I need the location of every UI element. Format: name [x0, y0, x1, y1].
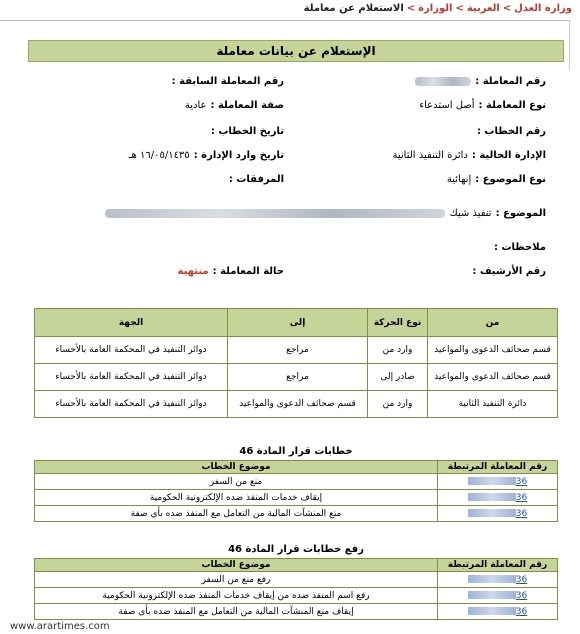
table-row	[35, 391, 558, 418]
breadcrumb-separator: >	[502, 3, 512, 14]
table-row	[35, 490, 558, 506]
watermark: www.arartimes.com	[10, 621, 110, 632]
link-text[interactable]: 36	[515, 574, 528, 585]
table-row	[35, 337, 558, 364]
table-cell: منع من السفر	[35, 474, 438, 490]
breadcrumb-ministry[interactable]: وزارة العدل	[514, 3, 572, 14]
table-cell: رفع اسم المنفذ ضده من إيقاف خدمات المنفذ ضده الإلكترونية الحكومية	[35, 588, 438, 604]
related-transaction-link[interactable]	[438, 474, 558, 490]
breadcrumb-current: الاستعلام عن معاملة	[303, 3, 404, 14]
field-label: الإدارة الحالية :	[471, 150, 546, 161]
link-text[interactable]: 36	[515, 492, 528, 503]
scrollbar[interactable]	[569, 20, 577, 70]
table-cell: وارد من	[368, 391, 428, 418]
table-cell: قسم صحائف الدعوى والمواعيد	[228, 391, 368, 418]
column-header: موضوع الخطاب	[35, 559, 438, 572]
column-header: رقم المعاملة المرتبطة	[438, 461, 558, 474]
table-header-row	[35, 559, 558, 572]
redacted-value	[468, 509, 516, 517]
field-value: ١٦/٠٥/١٤٣٥ هـ	[128, 150, 190, 161]
field-label: نوع الموضوع :	[475, 174, 546, 185]
related-transaction-link[interactable]	[438, 588, 558, 604]
redacted-value	[468, 591, 516, 599]
field-value: دائرة التنفيذ الثانية	[392, 150, 468, 161]
related-transaction-link[interactable]	[438, 506, 558, 522]
article46-lift-caption: رفع خطابات قرار المادة 46	[228, 544, 364, 555]
table-row	[35, 474, 558, 490]
field-label: نوع المعاملة :	[478, 100, 546, 111]
field-label: رقم المعاملة السابقة :	[171, 76, 284, 87]
table-row	[35, 506, 558, 522]
field-label: المرفقات :	[228, 174, 284, 185]
column-header: نوع الحركة	[368, 309, 428, 337]
field-label: حالة المعاملة :	[212, 266, 284, 277]
field-value: إنهائية	[446, 174, 472, 185]
table-cell: دوائر التنفيذ في المحكمة العامة بالأحساء	[35, 337, 228, 364]
field-previous-transaction	[172, 76, 284, 87]
field-notes	[494, 242, 546, 253]
link-text[interactable]: 36	[515, 476, 528, 487]
field-transaction-nature	[185, 100, 284, 111]
link-text[interactable]: 36	[515, 606, 528, 617]
column-header: من	[428, 309, 558, 337]
field-value: تنفيذ شيك	[449, 208, 492, 219]
field-attachments	[229, 174, 284, 185]
field-letter-date	[211, 126, 284, 137]
status-badge: منتهية	[177, 266, 209, 277]
table-cell: منع المنشآت المالية من التعامل مع المنفذ ضده بأي صفة	[35, 506, 438, 522]
field-label: رقم المعاملة :	[475, 76, 546, 87]
table-cell: مراجع	[228, 364, 368, 391]
related-transaction-link[interactable]	[438, 572, 558, 588]
field-label: ملاحظات :	[493, 242, 546, 253]
table-cell: وارد من	[368, 337, 428, 364]
table-cell: صادر إلى	[368, 364, 428, 391]
breadcrumb-arabic[interactable]: العربية	[466, 3, 500, 14]
field-status	[178, 266, 284, 277]
field-letter-number	[477, 126, 546, 137]
field-archive-number	[472, 266, 546, 277]
field-label: صفة المعاملة :	[210, 100, 284, 111]
redacted-value	[468, 575, 516, 583]
table-row	[35, 572, 558, 588]
table-header-row	[35, 461, 558, 474]
table-cell: دوائر التنفيذ في المحكمة العامة بالأحساء	[35, 364, 228, 391]
breadcrumb-separator: >	[455, 3, 464, 14]
table-cell: إيقاف خدمات المنفذ ضده الإلكترونية الحكومية	[35, 490, 438, 506]
field-label: تاريخ وارد الإدارة :	[193, 150, 284, 161]
field-subject-type	[447, 174, 546, 185]
field-subject	[105, 208, 546, 219]
redacted-value	[105, 209, 445, 218]
field-label: الموضوع :	[495, 208, 546, 219]
field-value: أصل استدعاء	[419, 100, 475, 111]
article46-lift-table	[34, 558, 558, 620]
related-transaction-link[interactable]	[438, 490, 558, 506]
field-transaction-number	[415, 76, 546, 87]
table-row	[35, 364, 558, 391]
table-cell: دوائر التنفيذ في المحكمة العامة بالأحساء	[35, 391, 228, 418]
article46-letters-caption: خطابات قرار المادة 46	[239, 446, 353, 457]
field-label: رقم الأرشيف :	[472, 266, 546, 277]
field-label: تاريخ الخطاب :	[210, 126, 284, 137]
field-label: رقم الخطاب :	[476, 126, 546, 137]
divider	[0, 20, 570, 21]
table-header-row	[35, 309, 558, 337]
field-transaction-type	[419, 100, 546, 111]
breadcrumb-separator: >	[406, 3, 416, 14]
redacted-value	[468, 477, 516, 485]
column-header: رقم المعاملة المرتبطة	[438, 559, 558, 572]
table-cell: مراجع	[228, 337, 368, 364]
column-header: إلى	[228, 309, 368, 337]
table-cell: دائرة التنفيذ الثانية	[428, 391, 558, 418]
page-title: الإستعلام عن بيانات معاملة	[28, 40, 564, 62]
link-text[interactable]: 36	[515, 590, 528, 601]
breadcrumb-ministry-home[interactable]: الوزارة	[418, 3, 453, 14]
table-row	[35, 604, 558, 620]
table-cell: رفع منع من السفر	[35, 572, 438, 588]
field-current-department	[393, 150, 546, 161]
column-header: موضوع الخطاب	[35, 461, 438, 474]
column-header: الجهة	[35, 309, 228, 337]
link-text[interactable]: 36	[515, 508, 528, 519]
redacted-value	[415, 77, 471, 86]
breadcrumb	[304, 3, 572, 14]
table-cell: قسم صحائف الدعوى والمواعيد	[428, 364, 558, 391]
table-row	[35, 588, 558, 604]
table-cell: قسم صحائف الدعوى والمواعيد	[428, 337, 558, 364]
redacted-value	[468, 493, 516, 501]
redacted-value	[468, 607, 516, 615]
table-cell: إيقاف منع المنشآت المالية من التعامل مع المنفذ ضده بأي صفة	[35, 604, 438, 620]
article46-letters-table	[34, 460, 558, 522]
movement-table	[34, 308, 558, 418]
related-transaction-link[interactable]	[438, 604, 558, 620]
field-dept-receipt-date	[129, 150, 284, 161]
field-value: عادية	[184, 100, 207, 111]
